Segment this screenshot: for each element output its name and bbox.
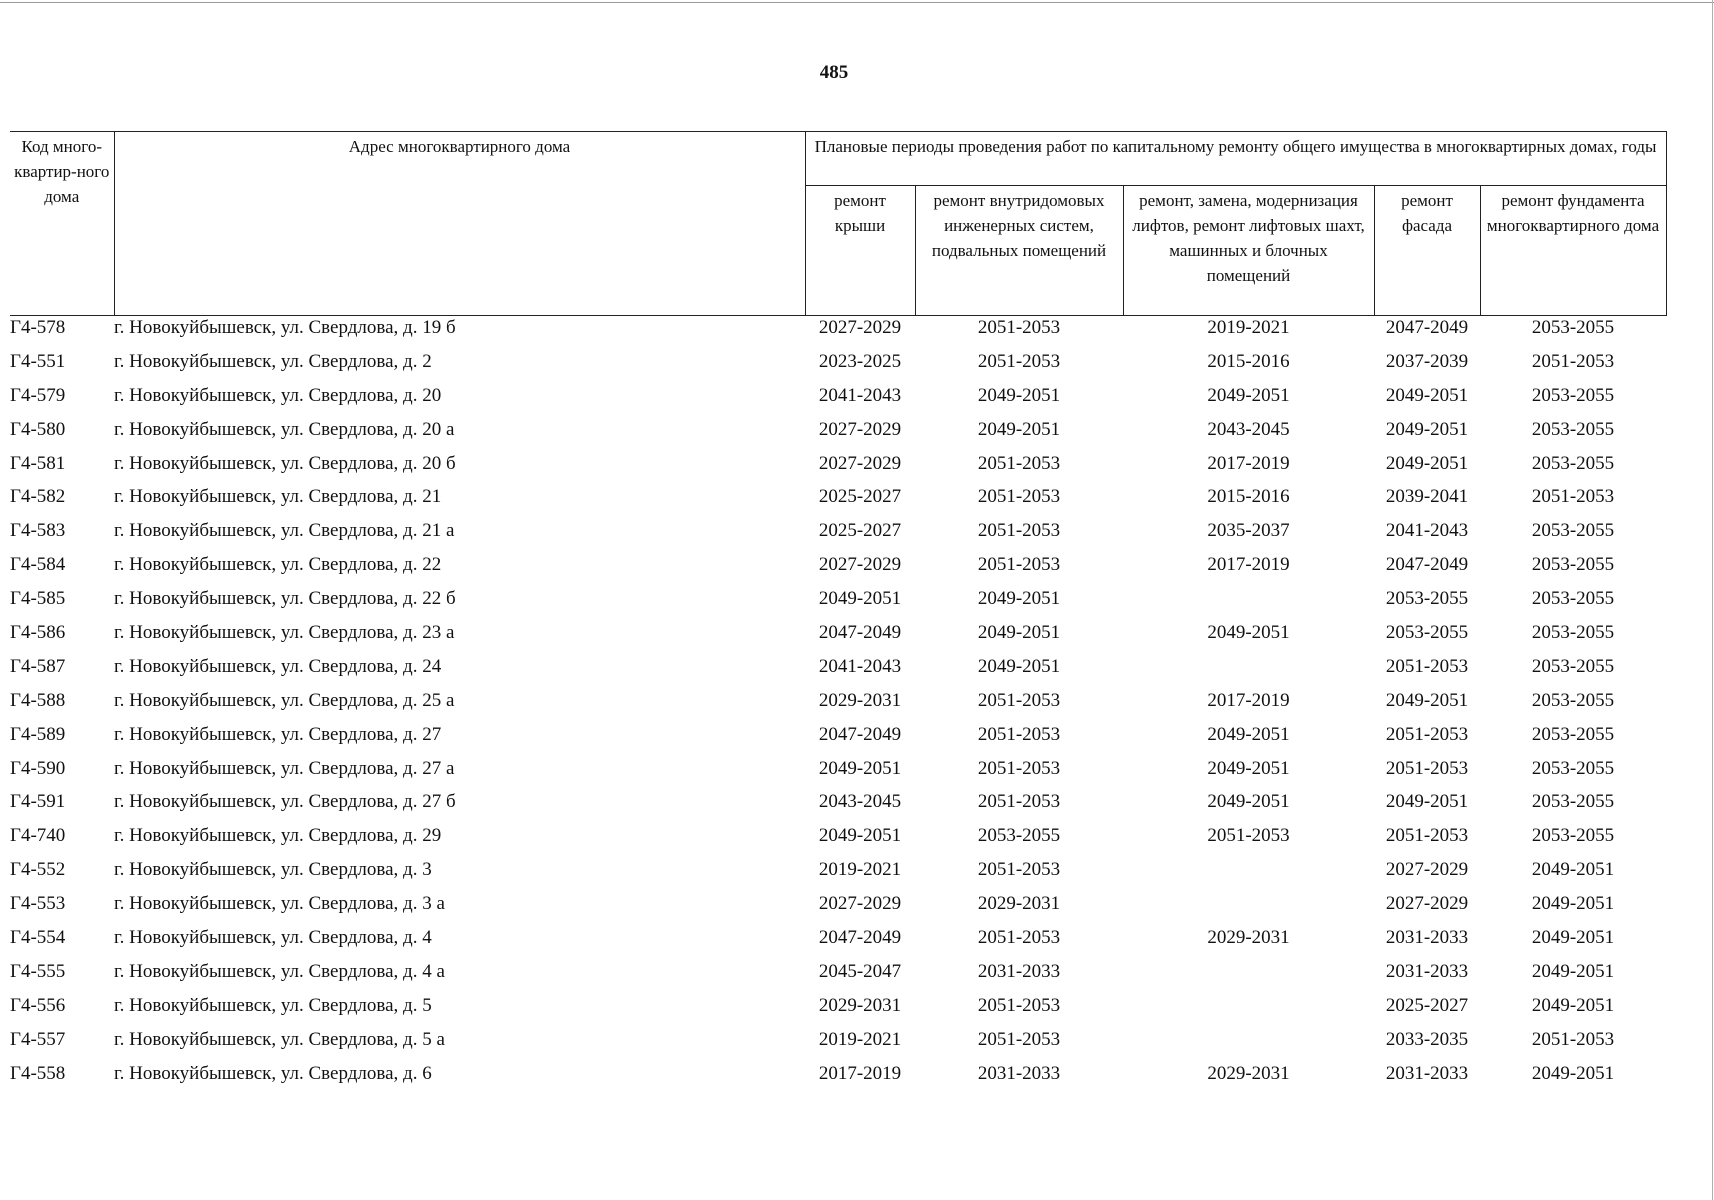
- cell-facade: 2047-2049: [1385, 554, 1469, 576]
- cell-facade: 2031-2033: [1385, 926, 1469, 948]
- cell-roof: 2025-2027: [818, 520, 902, 542]
- cell-facade: 2027-2029: [1385, 859, 1469, 881]
- cell-address: г. Новокуйбышевск, ул. Свердлова, д. 19 б: [114, 316, 456, 338]
- cell-facade: 2049-2051: [1385, 418, 1469, 440]
- scan-edge-right: [1712, 0, 1713, 1200]
- cell-code: Г4-580: [10, 418, 66, 440]
- table-row: [10, 819, 1666, 853]
- cell-foundation: 2053-2055: [1531, 655, 1615, 677]
- cell-facade: 2031-2033: [1385, 1062, 1469, 1084]
- table-row: [10, 616, 1666, 650]
- cell-systems: 2051-2053: [977, 486, 1061, 508]
- cell-lifts: 2017-2019: [1207, 689, 1290, 711]
- cell-code: Г4-556: [10, 994, 66, 1016]
- cell-foundation: 2049-2051: [1531, 859, 1615, 881]
- cell-lifts: 2015-2016: [1207, 486, 1290, 508]
- cell-address: г. Новокуйбышевск, ул. Свердлова, д. 2: [114, 350, 432, 372]
- cell-lifts: 2049-2051: [1207, 757, 1290, 779]
- cell-code: Г4-740: [10, 825, 66, 847]
- cell-roof: 2049-2051: [818, 588, 902, 610]
- cell-lifts: [1123, 955, 1374, 989]
- cell-address: г. Новокуйбышевск, ул. Свердлова, д. 3: [114, 859, 432, 881]
- cell-code: Г4-557: [10, 1028, 66, 1050]
- cell-foundation: 2053-2055: [1531, 723, 1615, 745]
- table-body: [10, 311, 1666, 1090]
- cell-foundation: 2051-2053: [1531, 1028, 1615, 1050]
- cell-code: Г4-553: [10, 893, 66, 915]
- cell-code: Г4-585: [10, 588, 66, 610]
- cell-code: Г4-589: [10, 723, 66, 745]
- cell-code: Г4-554: [10, 926, 66, 948]
- cell-facade: 2049-2051: [1385, 689, 1469, 711]
- table-row: [10, 718, 1666, 752]
- cell-code: Г4-586: [10, 621, 66, 643]
- cell-foundation: 2053-2055: [1531, 791, 1615, 813]
- cell-roof: 2049-2051: [818, 825, 902, 847]
- cell-facade: 2051-2053: [1385, 655, 1469, 677]
- cell-systems: 2049-2051: [977, 621, 1061, 643]
- table-row: [10, 1057, 1666, 1091]
- table-row: [10, 853, 1666, 887]
- cell-facade: 2037-2039: [1385, 350, 1469, 372]
- cell-address: г. Новокуйбышевск, ул. Свердлова, д. 20: [114, 384, 442, 406]
- cell-systems: 2051-2053: [977, 994, 1061, 1016]
- table-row: [10, 887, 1666, 921]
- cell-foundation: 2049-2051: [1531, 960, 1615, 982]
- cell-address: г. Новокуйбышевск, ул. Свердлова, д. 22: [114, 554, 442, 576]
- cell-roof: 2043-2045: [818, 791, 902, 813]
- header-roof: ремонт крыши: [805, 186, 915, 316]
- cell-lifts: 2051-2053: [1207, 825, 1290, 847]
- cell-roof: 2041-2043: [818, 384, 902, 406]
- scan-edge-top: [0, 2, 1714, 3]
- page-number: 485: [819, 62, 849, 83]
- cell-systems: 2051-2053: [977, 926, 1061, 948]
- cell-lifts: [1123, 650, 1374, 684]
- cell-address: г. Новокуйбышевск, ул. Свердлова, д. 22 б: [114, 588, 456, 610]
- cell-lifts: [1123, 989, 1374, 1023]
- header-address: Адрес многоквартирного дома: [114, 132, 805, 316]
- cell-systems: 2031-2033: [977, 1062, 1061, 1084]
- cell-address: г. Новокуйбышевск, ул. Свердлова, д. 29: [114, 825, 442, 847]
- cell-address: г. Новокуйбышевск, ул. Свердлова, д. 4 а: [114, 960, 445, 982]
- cell-roof: 2027-2029: [818, 893, 902, 915]
- cell-code: Г4-584: [10, 554, 66, 576]
- cell-code: Г4-555: [10, 960, 66, 982]
- header-code: Код много-квартир-ного дома: [10, 132, 114, 316]
- table-row: [10, 480, 1666, 514]
- table-row: [10, 345, 1666, 379]
- cell-systems: 2049-2051: [977, 418, 1061, 440]
- table-row: [10, 1023, 1666, 1057]
- cell-lifts: 2049-2051: [1207, 384, 1290, 406]
- cell-foundation: 2053-2055: [1531, 520, 1615, 542]
- header-systems: ремонт внутридомовых инженерных систем, подвальных помещений: [915, 186, 1123, 316]
- table-row: [10, 311, 1666, 345]
- cell-roof: 2019-2021: [818, 859, 902, 881]
- cell-foundation: 2051-2053: [1531, 350, 1615, 372]
- cell-systems: 2031-2033: [977, 960, 1061, 982]
- cell-roof: 2047-2049: [818, 926, 902, 948]
- cell-roof: 2019-2021: [818, 1028, 902, 1050]
- cell-systems: 2051-2053: [977, 689, 1061, 711]
- table-row: [10, 955, 1666, 989]
- cell-facade: 2033-2035: [1385, 1028, 1469, 1050]
- cell-code: Г4-558: [10, 1062, 66, 1084]
- cell-foundation: 2051-2053: [1531, 486, 1615, 508]
- table-row: [10, 785, 1666, 819]
- cell-address: г. Новокуйбышевск, ул. Свердлова, д. 25 а: [114, 689, 455, 711]
- cell-foundation: 2049-2051: [1531, 926, 1615, 948]
- table-row: [10, 447, 1666, 481]
- cell-systems: 2049-2051: [977, 384, 1061, 406]
- cell-code: Г4-551: [10, 350, 66, 372]
- cell-foundation: 2053-2055: [1531, 757, 1615, 779]
- cell-roof: 2029-2031: [818, 994, 902, 1016]
- cell-foundation: 2053-2055: [1531, 418, 1615, 440]
- table-row: [10, 379, 1666, 413]
- cell-address: г. Новокуйбышевск, ул. Свердлова, д. 27 а: [114, 757, 455, 779]
- cell-address: г. Новокуйбышевск, ул. Свердлова, д. 21: [114, 486, 442, 508]
- cell-foundation: 2053-2055: [1531, 554, 1615, 576]
- cell-lifts: 2017-2019: [1207, 554, 1290, 576]
- cell-code: Г4-578: [10, 316, 66, 338]
- cell-foundation: 2053-2055: [1531, 825, 1615, 847]
- cell-facade: 2047-2049: [1385, 316, 1469, 338]
- cell-address: г. Новокуйбышевск, ул. Свердлова, д. 3 а: [114, 893, 445, 915]
- cell-facade: 2039-2041: [1385, 486, 1469, 508]
- cell-lifts: [1123, 1023, 1374, 1057]
- cell-lifts: 2029-2031: [1207, 926, 1290, 948]
- cell-address: г. Новокуйбышевск, ул. Свердлова, д. 6: [114, 1062, 432, 1084]
- cell-address: г. Новокуйбышевск, ул. Свердлова, д. 27: [114, 723, 442, 745]
- cell-foundation: 2053-2055: [1531, 316, 1615, 338]
- cell-lifts: 2043-2045: [1207, 418, 1290, 440]
- cell-facade: 2049-2051: [1385, 384, 1469, 406]
- cell-systems: 2051-2053: [977, 350, 1061, 372]
- cell-code: Г4-581: [10, 452, 66, 474]
- cell-lifts: 2049-2051: [1207, 723, 1290, 745]
- cell-roof: 2027-2029: [818, 452, 902, 474]
- cell-address: г. Новокуйбышевск, ул. Свердлова, д. 20 б: [114, 452, 456, 474]
- cell-foundation: 2049-2051: [1531, 1062, 1615, 1084]
- cell-roof: 2029-2031: [818, 689, 902, 711]
- table-row: [10, 650, 1666, 684]
- cell-roof: 2025-2027: [818, 486, 902, 508]
- cell-roof: 2047-2049: [818, 621, 902, 643]
- cell-systems: 2051-2053: [977, 554, 1061, 576]
- cell-code: Г4-582: [10, 486, 66, 508]
- cell-systems: 2051-2053: [977, 520, 1061, 542]
- table-row: [10, 684, 1666, 718]
- cell-systems: 2051-2053: [977, 452, 1061, 474]
- cell-lifts: 2029-2031: [1207, 1062, 1290, 1084]
- cell-roof: 2017-2019: [818, 1062, 902, 1084]
- cell-foundation: 2053-2055: [1531, 384, 1615, 406]
- table-row: [10, 921, 1666, 955]
- cell-foundation: 2053-2055: [1531, 689, 1615, 711]
- cell-lifts: 2049-2051: [1207, 791, 1290, 813]
- cell-code: Г4-579: [10, 384, 66, 406]
- header-group: Плановые периоды проведения работ по капитальному ремонту общего имущества в многоквартирных домах, годы: [805, 132, 1666, 186]
- header-foundation: ремонт фундамента многоквартирного дома: [1480, 186, 1666, 316]
- cell-facade: 2025-2027: [1385, 994, 1469, 1016]
- cell-lifts: [1123, 853, 1374, 887]
- table-row: [10, 514, 1666, 548]
- cell-foundation: 2049-2051: [1531, 893, 1615, 915]
- table-row: [10, 752, 1666, 786]
- table-row: [10, 548, 1666, 582]
- header-facade: ремонт фасада: [1374, 186, 1480, 316]
- cell-lifts: [1123, 582, 1374, 616]
- table-row: [10, 582, 1666, 616]
- cell-address: г. Новокуйбышевск, ул. Свердлова, д. 24: [114, 655, 442, 677]
- cell-systems: 2049-2051: [977, 655, 1061, 677]
- cell-facade: 2053-2055: [1385, 588, 1469, 610]
- table-header: [10, 131, 1667, 316]
- cell-code: Г4-591: [10, 791, 66, 813]
- cell-lifts: 2019-2021: [1207, 316, 1290, 338]
- cell-address: г. Новокуйбышевск, ул. Свердлова, д. 27 б: [114, 791, 456, 813]
- header-lifts: ремонт, замена, модернизация лифтов, ремонт лифтовых шахт, машинных и блочных помещений: [1123, 186, 1374, 316]
- cell-code: Г4-590: [10, 757, 66, 779]
- cell-address: г. Новокуйбышевск, ул. Свердлова, д. 23 а: [114, 621, 455, 643]
- cell-facade: 2049-2051: [1385, 452, 1469, 474]
- cell-address: г. Новокуйбышевск, ул. Свердлова, д. 5: [114, 994, 432, 1016]
- table-row: [10, 413, 1666, 447]
- cell-systems: 2053-2055: [977, 825, 1061, 847]
- cell-systems: 2051-2053: [977, 859, 1061, 881]
- cell-lifts: 2049-2051: [1207, 621, 1290, 643]
- cell-lifts: 2017-2019: [1207, 452, 1290, 474]
- cell-systems: 2051-2053: [977, 723, 1061, 745]
- cell-facade: 2049-2051: [1385, 791, 1469, 813]
- cell-roof: 2027-2029: [818, 554, 902, 576]
- cell-foundation: 2053-2055: [1531, 621, 1615, 643]
- cell-foundation: 2053-2055: [1531, 452, 1615, 474]
- cell-roof: 2027-2029: [818, 316, 902, 338]
- cell-facade: 2051-2053: [1385, 723, 1469, 745]
- cell-roof: 2049-2051: [818, 757, 902, 779]
- data-table: [10, 311, 1666, 1090]
- cell-address: г. Новокуйбышевск, ул. Свердлова, д. 4: [114, 926, 432, 948]
- cell-systems: 2051-2053: [977, 1028, 1061, 1050]
- cell-code: Г4-587: [10, 655, 66, 677]
- cell-roof: 2023-2025: [818, 350, 902, 372]
- cell-code: Г4-588: [10, 689, 66, 711]
- cell-foundation: 2049-2051: [1531, 994, 1615, 1016]
- cell-facade: 2051-2053: [1385, 825, 1469, 847]
- cell-roof: 2047-2049: [818, 723, 902, 745]
- cell-code: Г4-583: [10, 520, 66, 542]
- cell-code: Г4-552: [10, 859, 66, 881]
- cell-address: г. Новокуйбышевск, ул. Свердлова, д. 21 а: [114, 520, 455, 542]
- cell-systems: 2029-2031: [977, 893, 1061, 915]
- cell-systems: 2051-2053: [977, 757, 1061, 779]
- cell-lifts: 2015-2016: [1207, 350, 1290, 372]
- cell-address: г. Новокуйбышевск, ул. Свердлова, д. 20 а: [114, 418, 455, 440]
- table-row: [10, 989, 1666, 1023]
- cell-facade: 2031-2033: [1385, 960, 1469, 982]
- cell-facade: 2041-2043: [1385, 520, 1469, 542]
- cell-lifts: 2035-2037: [1207, 520, 1290, 542]
- cell-systems: 2051-2053: [977, 791, 1061, 813]
- cell-roof: 2041-2043: [818, 655, 902, 677]
- cell-facade: 2053-2055: [1385, 621, 1469, 643]
- cell-facade: 2051-2053: [1385, 757, 1469, 779]
- cell-address: г. Новокуйбышевск, ул. Свердлова, д. 5 а: [114, 1028, 445, 1050]
- cell-facade: 2027-2029: [1385, 893, 1469, 915]
- cell-roof: 2045-2047: [818, 960, 902, 982]
- cell-foundation: 2053-2055: [1531, 588, 1615, 610]
- cell-lifts: [1123, 887, 1374, 921]
- cell-systems: 2049-2051: [977, 588, 1061, 610]
- cell-roof: 2027-2029: [818, 418, 902, 440]
- cell-systems: 2051-2053: [977, 316, 1061, 338]
